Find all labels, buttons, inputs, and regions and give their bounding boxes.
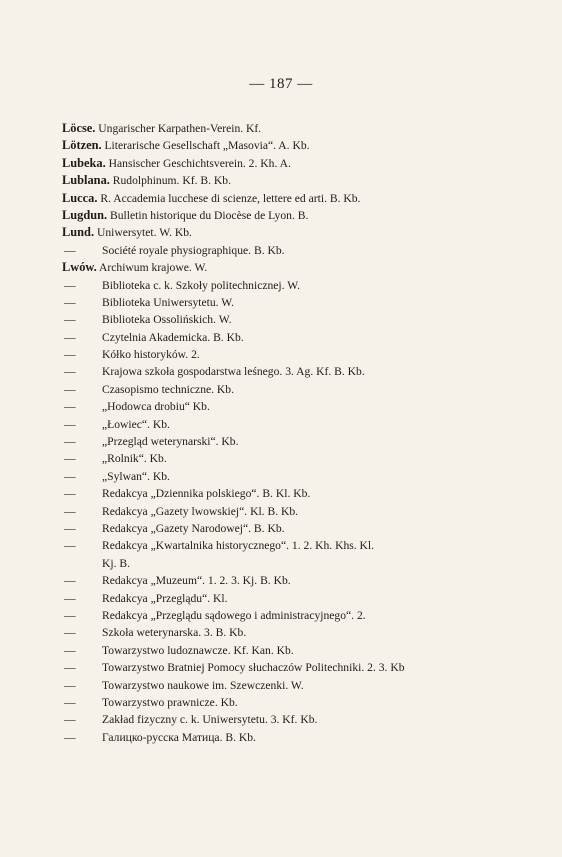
entry-sub-row	[62, 642, 542, 659]
entry-text: Société royale physiographique. B. Kb.	[102, 243, 285, 257]
entry-text: Archiwum krajowe. W.	[96, 261, 208, 275]
entry-text: Czasopismo techniczne. Kb.	[102, 382, 235, 396]
entry-text: Szkoła weterynarska. 3. B. Kb.	[102, 626, 247, 640]
entry-text: „Hodowca drobiu“ Kb.	[102, 400, 210, 414]
entry-dash: —	[64, 539, 76, 553]
entry-text: R. Accademia lucchese di scienze, lettere ed arti. B. Kb.	[97, 191, 361, 205]
entry-sub-row	[62, 329, 542, 346]
page-number: — 187 —	[249, 76, 313, 92]
entry-dash: —	[64, 365, 76, 379]
entry-text: Towarzystwo Bratniej Pomocy słuchaczów Politechniki. 2. 3. Kb	[102, 661, 405, 675]
entry-dash: —	[64, 695, 76, 709]
entry-sub-row	[62, 416, 542, 433]
entry-heading-row	[62, 172, 542, 189]
entry-dash: —	[64, 243, 76, 257]
entry-dash: —	[64, 730, 76, 744]
entry-heading-row	[62, 120, 542, 137]
entry-text: Redakcya „Gazety Narodowej“. B. Kb.	[102, 521, 285, 535]
entry-dash: —	[64, 417, 76, 431]
entry-text: Towarzystwo prawnicze. Kb.	[102, 695, 238, 709]
entry-text: Czytelnia Akademicka. B. Kb.	[102, 330, 244, 344]
entry-sub-row	[62, 729, 542, 746]
entry-sub-row	[62, 277, 542, 294]
entry-text: Bulletin historique du Diocèse de Lyon. B.	[107, 208, 309, 222]
entry-text: Zakład fizyczny c. k. Uniwersytetu. 3. Kf. Kb.	[102, 713, 318, 727]
entry-place-name: Löcse.	[62, 121, 96, 135]
entry-text: Towarzystwo naukowe im. Szewczenki. W.	[102, 678, 304, 692]
entry-heading-row	[62, 137, 542, 154]
entry-text: Kółko historyków. 2.	[102, 348, 200, 362]
entry-place-name: Lund.	[62, 225, 95, 240]
entry-text: Ungarischer Karpathen-Verein. Kf.	[95, 122, 262, 135]
entry-sub-row	[62, 677, 542, 694]
entry-sub-row	[62, 711, 542, 728]
entry-text: Redakcya „Dziennika polskiego“. B. Kl. Kb.	[102, 487, 311, 501]
entry-sub-row	[62, 433, 542, 450]
entry-sub-row	[62, 242, 542, 259]
entry-heading-row	[62, 190, 542, 207]
entry-place-name: Lubeka.	[62, 155, 106, 170]
entry-place-name: Lwów.	[62, 260, 97, 275]
entry-text: Biblioteka Uniwersytetu. W.	[102, 295, 235, 309]
entry-dash: —	[64, 713, 76, 727]
entry-text: Redakcya „Przeglądu sądowego i administracyjnego“. 2.	[102, 608, 366, 622]
entry-place-name: Lucca.	[62, 190, 98, 205]
entry-sub-row	[62, 520, 542, 537]
entry-sub-row	[62, 590, 542, 607]
entry-dash: —	[64, 608, 76, 622]
entry-sub-row	[62, 537, 542, 554]
entry-continuation-row	[62, 555, 542, 572]
entry-text: Literarische Gesellschaft „Masovia“. A. Kb.	[101, 139, 310, 153]
entry-dash: —	[64, 348, 76, 362]
entry-dash: —	[64, 295, 76, 309]
entry-text: Hansischer Geschichtsverein. 2. Kh. A.	[105, 156, 291, 170]
entry-sub-row	[62, 659, 542, 676]
entry-place-name: Lötzen.	[62, 138, 102, 153]
entry-place-name: Lublana.	[62, 173, 110, 188]
entry-sub-row	[62, 607, 542, 624]
entry-text: Biblioteka c. k. Szkoły politechnicznej. W.	[102, 278, 301, 292]
entry-sub-row	[62, 503, 542, 520]
entry-text: „Łowiec“. Kb.	[102, 417, 170, 431]
entry-dash: —	[64, 521, 76, 535]
entry-text: Redakcya „Kwartalnika historycznego“. 1. 2. Kh. Khs. Kl.	[102, 539, 375, 553]
entry-sub-row	[62, 346, 542, 363]
entry-dash: —	[64, 661, 76, 675]
entry-dash: —	[64, 469, 76, 483]
entry-sub-row	[62, 381, 542, 398]
entry-sub-row	[62, 468, 542, 485]
entry-dash: —	[64, 591, 76, 605]
entry-sub-row	[62, 694, 542, 711]
entry-sub-row	[62, 294, 542, 311]
entry-heading-row	[62, 207, 542, 224]
entry-dash: —	[64, 678, 76, 692]
entry-text: Towarzystwo ludoznawcze. Kf. Kan. Kb.	[102, 643, 294, 657]
entry-text: „Przegląd weterynarski“. Kb.	[102, 435, 239, 449]
entry-text: „Rolnik“. Kb.	[102, 452, 167, 466]
entry-dash: —	[64, 626, 76, 640]
entry-dash: —	[64, 382, 76, 396]
entry-place-name: Lugdun.	[62, 207, 108, 222]
entry-heading-row	[62, 155, 542, 172]
entry-dash: —	[64, 313, 76, 327]
entry-dash: —	[64, 330, 76, 344]
entry-sub-row	[62, 398, 542, 415]
entry-text: Rudolphinum. Kf. B. Kb.	[109, 174, 231, 188]
entry-sub-row	[62, 572, 542, 589]
entry-dash: —	[64, 504, 76, 518]
entry-dash: —	[64, 278, 76, 292]
entry-sub-row	[62, 311, 542, 328]
entry-text: Redakcya „Muzeum“. 1. 2. 3. Kj. B. Kb.	[102, 574, 291, 588]
entry-text: „Sylwan“. Kb.	[102, 469, 170, 483]
entry-sub-row	[62, 624, 542, 641]
entry-dash: —	[64, 643, 76, 657]
entry-dash: —	[64, 400, 76, 414]
entry-dash: —	[64, 574, 76, 588]
entry-text: Redakcya „Przeglądu“. Kl.	[102, 591, 228, 605]
entry-text: Biblioteka Ossolińskich. W.	[102, 313, 232, 327]
entry-sub-row	[62, 450, 542, 467]
entry-dash: —	[64, 435, 76, 449]
entry-text: Uniwersytet. W. Kb.	[94, 226, 192, 240]
entry-heading-row	[62, 224, 542, 241]
entry-dash: —	[64, 452, 76, 466]
entry-text: Krajowa szkoła gospodarstwa leśnego. 3. Ag. Kf. B. Kb.	[102, 365, 365, 379]
entry-text: Галицко-русска Матица. B. Kb.	[102, 730, 256, 744]
entry-sub-row	[62, 363, 542, 380]
entry-sub-row	[62, 485, 542, 502]
entry-heading-row	[62, 259, 542, 276]
entry-text: Kj. B.	[102, 556, 131, 570]
entry-dash: —	[64, 487, 76, 501]
entry-list	[62, 120, 542, 746]
entry-text: Redakcya „Gazety lwowskiej“. Kl. B. Kb.	[102, 504, 299, 518]
